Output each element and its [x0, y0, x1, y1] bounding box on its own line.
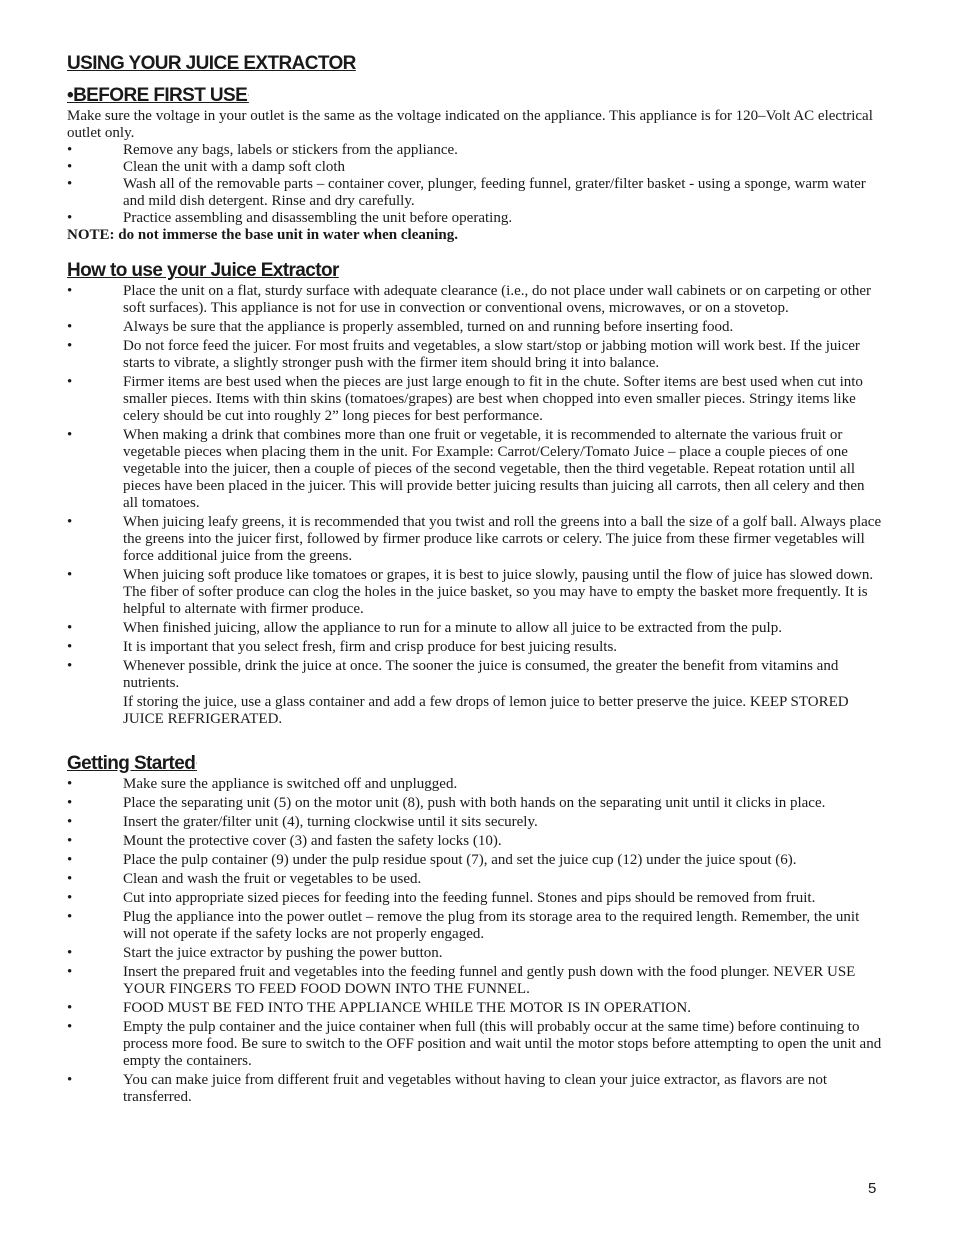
list-item-text: Whenever possible, drink the juice at once. The sooner the juice is consumed, the greater the benefit from vitamins and nutrients. [123, 658, 839, 691]
bullet: • [67, 945, 73, 961]
bullet: • [67, 909, 73, 925]
bullet: • [67, 142, 73, 158]
list-item [67, 620, 882, 637]
bullet: • [67, 283, 73, 299]
bullet: • [67, 338, 73, 354]
list-item-text: Place the unit on a flat, sturdy surface with adequate clearance (i.e., do not place under wall cabinets or on carpeting or other soft surfaces). This appliance is not for use in convection or conventional ovens, microwaves, or on a stovetop. [123, 283, 872, 316]
list-item [67, 427, 882, 512]
bullet: • [67, 833, 73, 849]
bullet: • [67, 658, 73, 674]
bullet: • [67, 964, 73, 980]
list-item-text: Firmer items are best used when the pieces are just large enough to fit in the chute. Softer items are best used when cut into smaller pieces. Items with thin skins (tomatoes/grapes) are best when chopped into even smaller pieces. Stringy items like celery should be cut into roughly 2” long pieces for best performance. [123, 374, 863, 424]
list-item [67, 814, 882, 831]
list-item-text: When making a drink that combines more than one fruit or vegetable, it is recommended to alternate the various fruit or vegetable pieces when placing them in the unit. For Example: Carrot/Celery/Tomato Juice – place a couple pieces of one vegetable into the juicer, then a couple of pieces of the second vegetable, then the third vegetable. Repeat rotation until all pieces have been placed in the juicer. This will provide better juicing results than juicing all carrots, then all celery and then all tomatoes. [123, 427, 865, 511]
list-item [67, 374, 882, 425]
bullet: • [67, 374, 73, 390]
bullet: • [67, 1072, 73, 1088]
list-item [67, 176, 882, 210]
list-item [67, 210, 882, 227]
list-item-text: Insert the prepared fruit and vegetables into the feeding funnel and gently push down with the food plunger. NEVER USE YOUR FINGERS TO FEED FOOD DOWN INTO THE FUNNEL. [123, 964, 856, 997]
section-heading-getting-started: Getting Started· [67, 753, 197, 774]
section-heading-how-to-use: How to use your Juice Extractor [67, 260, 339, 281]
getting-started-list [67, 776, 882, 1106]
list-item-text: Plug the appliance into the power outlet – remove the plug from its storage area to the required length. Remember, the unit will not operate if the safety locks are not properly engaged. [123, 909, 860, 942]
page-title: USING YOUR JUICE EXTRACTOR [67, 53, 356, 74]
list-item-text: When juicing soft produce like tomatoes or grapes, it is best to juice slowly, pausing until the flow of juice has slowed down. The fiber of softer produce can clog the holes in the juice basket, so you may have to empty the basket more frequently. It is helpful to alternate with firmer produce. [123, 567, 874, 617]
bullet: • [67, 514, 73, 530]
list-item-text: Always be sure that the appliance is properly assembled, turned on and running before inserting food. [123, 319, 734, 335]
bullet: • [67, 210, 73, 226]
bullet: • [67, 1019, 73, 1035]
page-number: 5 [868, 1180, 877, 1197]
list-item-text: Remove any bags, labels or stickers from the appliance. [123, 142, 458, 158]
list-item-text: Make sure the appliance is switched off and unplugged. [123, 776, 458, 792]
list-item [67, 909, 882, 943]
list-item [67, 1072, 882, 1106]
list-item [67, 1000, 882, 1017]
before-first-use-list [67, 142, 882, 227]
list-item [67, 890, 882, 907]
bullet: • [67, 176, 73, 192]
list-item [67, 833, 882, 850]
list-item-text: You can make juice from different fruit and vegetables without having to clean your juice extractor, as flavors are not transferred. [123, 1072, 828, 1105]
voltage-intro: Make sure the voltage in your outlet is the same as the voltage indicated on the appliance. This appliance is for 120–Volt AC electrical outlet only. [67, 108, 873, 141]
list-item [67, 567, 882, 618]
list-item-text: Cut into appropriate sized pieces for feeding into the feeding funnel. Stones and pips should be removed from fruit. [123, 890, 816, 906]
list-item [67, 776, 882, 793]
section-heading-getting-started-text: Getting Started [67, 753, 196, 774]
section-heading-before-first-use-text: BEFORE FIRST USE [73, 85, 248, 106]
list-item-text: When juicing leafy greens, it is recommended that you twist and roll the greens into a ball the size of a golf ball. Always place the greens into the juicer first, followed by firmer produce like carrots or celery. The juice from these firmer vegetables will force additional juice from the greens. [123, 514, 882, 564]
list-item-text: Practice assembling and disassembling the unit before operating. [123, 210, 513, 226]
list-item [67, 159, 882, 176]
heading-bullet: • [67, 85, 74, 106]
list-item [67, 338, 882, 372]
list-item [67, 283, 882, 317]
bullet: • [67, 871, 73, 887]
list-item-text: Wash all of the removable parts – container cover, plunger, feeding funnel, grater/filter basket - using a sponge, warm water and mild dish detergent. Rinse and dry carefully. [123, 176, 866, 209]
list-item [67, 795, 882, 812]
storage-continuation: If storing the juice, use a glass container and add a few drops of lemon juice to better preserve the juice. KEEP STORED JUICE REFRIGERATED. [123, 694, 849, 727]
bullet: • [67, 795, 73, 811]
list-item [67, 1019, 882, 1070]
section-heading-before-first-use: •BEFORE FIRST USE· [67, 85, 249, 106]
how-to-use-list [67, 283, 882, 692]
list-item-text: Empty the pulp container and the juice container when full (this will probably occur at the same time) before continuing to process more food. Be sure to switch to the OFF position and wait until the motor stops before attempting to open the unit and empty the containers. [123, 1019, 882, 1069]
bullet: • [67, 567, 73, 583]
list-item-text: Clean the unit with a damp soft cloth [123, 159, 346, 175]
bullet: • [67, 814, 73, 830]
cleaning-note: NOTE: do not immerse the base unit in water when cleaning. [67, 227, 458, 243]
list-item-text: Insert the grater/filter unit (4), turning clockwise until it sits securely. [123, 814, 538, 830]
list-item [67, 142, 882, 159]
bullet: • [67, 159, 73, 175]
list-item-text: Place the separating unit (5) on the motor unit (8), push with both hands on the separating unit until it clicks in place. [123, 795, 826, 811]
list-item-text: Start the juice extractor by pushing the power button. [123, 945, 443, 961]
list-item [67, 639, 882, 656]
list-item-text: It is important that you select fresh, firm and crisp produce for best juicing results. [123, 639, 618, 655]
bullet: • [67, 319, 73, 335]
list-item [67, 658, 882, 692]
bullet: • [67, 1000, 73, 1016]
bullet: • [67, 776, 73, 792]
list-item [67, 945, 882, 962]
manual-page [67, 52, 882, 1108]
list-item-text: FOOD MUST BE FED INTO THE APPLIANCE WHILE THE MOTOR IS IN OPERATION. [123, 1000, 691, 1016]
bullet: • [67, 852, 73, 868]
bullet: • [67, 427, 73, 443]
list-item-text: Clean and wash the fruit or vegetables to be used. [123, 871, 422, 887]
list-item [67, 514, 882, 565]
list-item [67, 319, 882, 336]
list-item-text: When finished juicing, allow the appliance to run for a minute to allow all juice to be extracted from the pulp. [123, 620, 782, 636]
list-item [67, 852, 882, 869]
list-item-text: Mount the protective cover (3) and fasten the safety locks (10). [123, 833, 502, 849]
bullet: • [67, 620, 73, 636]
list-item-text: Do not force feed the juicer. For most fruits and vegetables, a slow start/stop or jabbing motion will work best. If the juicer starts to vibrate, a slightly stronger push with the firmer item should bring it into balance. [123, 338, 860, 371]
list-item-text: Place the pulp container (9) under the pulp residue spout (7), and set the juice cup (12) under the juice spout (6). [123, 852, 797, 868]
list-item [67, 964, 882, 998]
bullet: • [67, 890, 73, 906]
list-item [67, 871, 882, 888]
bullet: • [67, 639, 73, 655]
